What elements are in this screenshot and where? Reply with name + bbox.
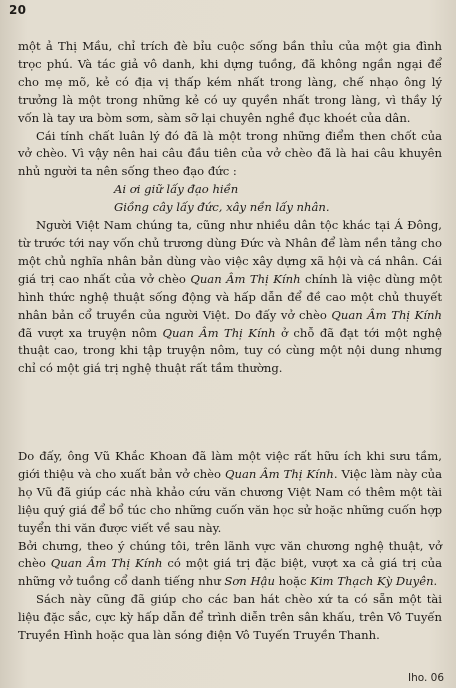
text-block-bottom xyxy=(18,448,442,645)
paragraph-5 xyxy=(18,538,442,592)
paragraph-3 xyxy=(18,217,442,378)
work-title: Kim Thạch Kỳ Duyên xyxy=(310,574,434,589)
paragraph-3-text-4: ở chỗ đã đạt tới một nghệ thuật cao, trong khi tập truyện nôm, tuy có cùng một nội dung nhưng chỉ có một giá trị nghệ thuật rất tầm thường. xyxy=(18,325,443,376)
verse-quote xyxy=(114,181,442,217)
verse-line-2: Giồng cây lấy đức, xây nền lấy nhân. xyxy=(114,200,330,215)
paragraph-5-text-3: hoặc xyxy=(274,574,311,589)
page-number: 20 xyxy=(9,3,27,17)
work-title: Sơn Hậu xyxy=(224,574,275,589)
paragraph-3-text-2: chính là việc dùng một hình thức nghệ thuật sống động và hấp dẫn để đề cao một chủ thuyết nhân bản cổ truyền của người Việt. Do đấy vở chèo xyxy=(18,271,442,322)
work-title: Quan Âm Thị Kính xyxy=(162,325,276,340)
work-title: Quan Âm Thị Kính xyxy=(50,556,163,571)
work-title: Quan Âm Thị Kính xyxy=(225,466,334,481)
paragraph-4 xyxy=(18,448,442,538)
paragraph-3-text-3: đã vượt xa truyện nôm xyxy=(18,325,163,340)
work-title: Quan Âm Thị Kính xyxy=(331,307,442,322)
work-title: Quan Âm Thị Kính xyxy=(190,271,301,286)
paragraph-5-text-2: có một giá trị đặc biệt, vượt xa cả giá trị của những vở tuồng cổ danh tiếng như xyxy=(18,556,442,589)
paragraph-4-text-1: Do đấy, ông Vũ Khắc Khoan đã làm một việc rất hữu ích khi sưu tầm, giới thiệu và cho xuất bản vở chèo xyxy=(18,449,442,481)
text-block-top xyxy=(18,38,442,378)
verse-line-1: Ai ơi giữ lấy đạo hiền xyxy=(114,182,239,197)
paragraph-1: một ả Thị Mầu, chỉ trích đè bỉu cuộc sống bần thỉu của một gia đình trọc phú. Và tác giả vô danh, khi dựng tuồng, đã không ngần ngại để cho mẹ mõ, kẻ có địa vị thấp kém nhất trong làng, chế nhạo ông lý trưởng là một trong những kẻ có uy quyền nhất trong làng, vì thầy lý vốn là tay ưa bòm sơm, sàm sỡ lại chuyên nghề đục khoét của dân. xyxy=(18,39,442,125)
paragraph-5-text-4: . xyxy=(433,574,438,589)
image-caption: Iho. 06 xyxy=(407,672,444,684)
paragraph-4-text-2: . Việc làm này của họ Vũ đã giúp các nhà khảo cứu văn chương Việt Nam có thêm một tài liệu quý giá để bổ túc cho những cuốn văn học sử hoặc những cuốn hợp tuyển thi văn được viết về sau này. xyxy=(18,466,443,535)
paragraph-6: Sách này cũng đã giúp cho các ban hát chèo xứ ta có sẵn một tài liệu đặc sắc, cực kỳ hấp dẫn để trình diễn trên sân khấu, trên Vô Tuyến Truyền Hình hoặc qua làn sóng điện Vô Tuyến Truyền Thanh. xyxy=(18,592,442,643)
paragraph-5-text-1: Bởi chưng, theo ý chúng tôi, trên lãnh vực văn chương nghệ thuật, vở chèo xyxy=(18,538,442,571)
paragraph-3-text-1: Người Việt Nam chúng ta, cũng như nhiều dân tộc khác tại Á Đông, từ trước tới nay vốn chủ trương dùng Đức và Nhân để làm nền tảng cho một chủ nghĩa nhân bản dùng vào việc xây dựng xã hội và cá nhân. Cái giá trị cao nhất của vở chèo xyxy=(18,218,442,286)
paragraph-2: Cái tính chất luân lý đó đã là một trong những điểm then chốt của vở chèo. Vì vậy nên hai câu đầu tiên của vở chèo đã là hai câu khuyên nhủ người ta nên sống theo đạo đức : xyxy=(18,128,442,179)
